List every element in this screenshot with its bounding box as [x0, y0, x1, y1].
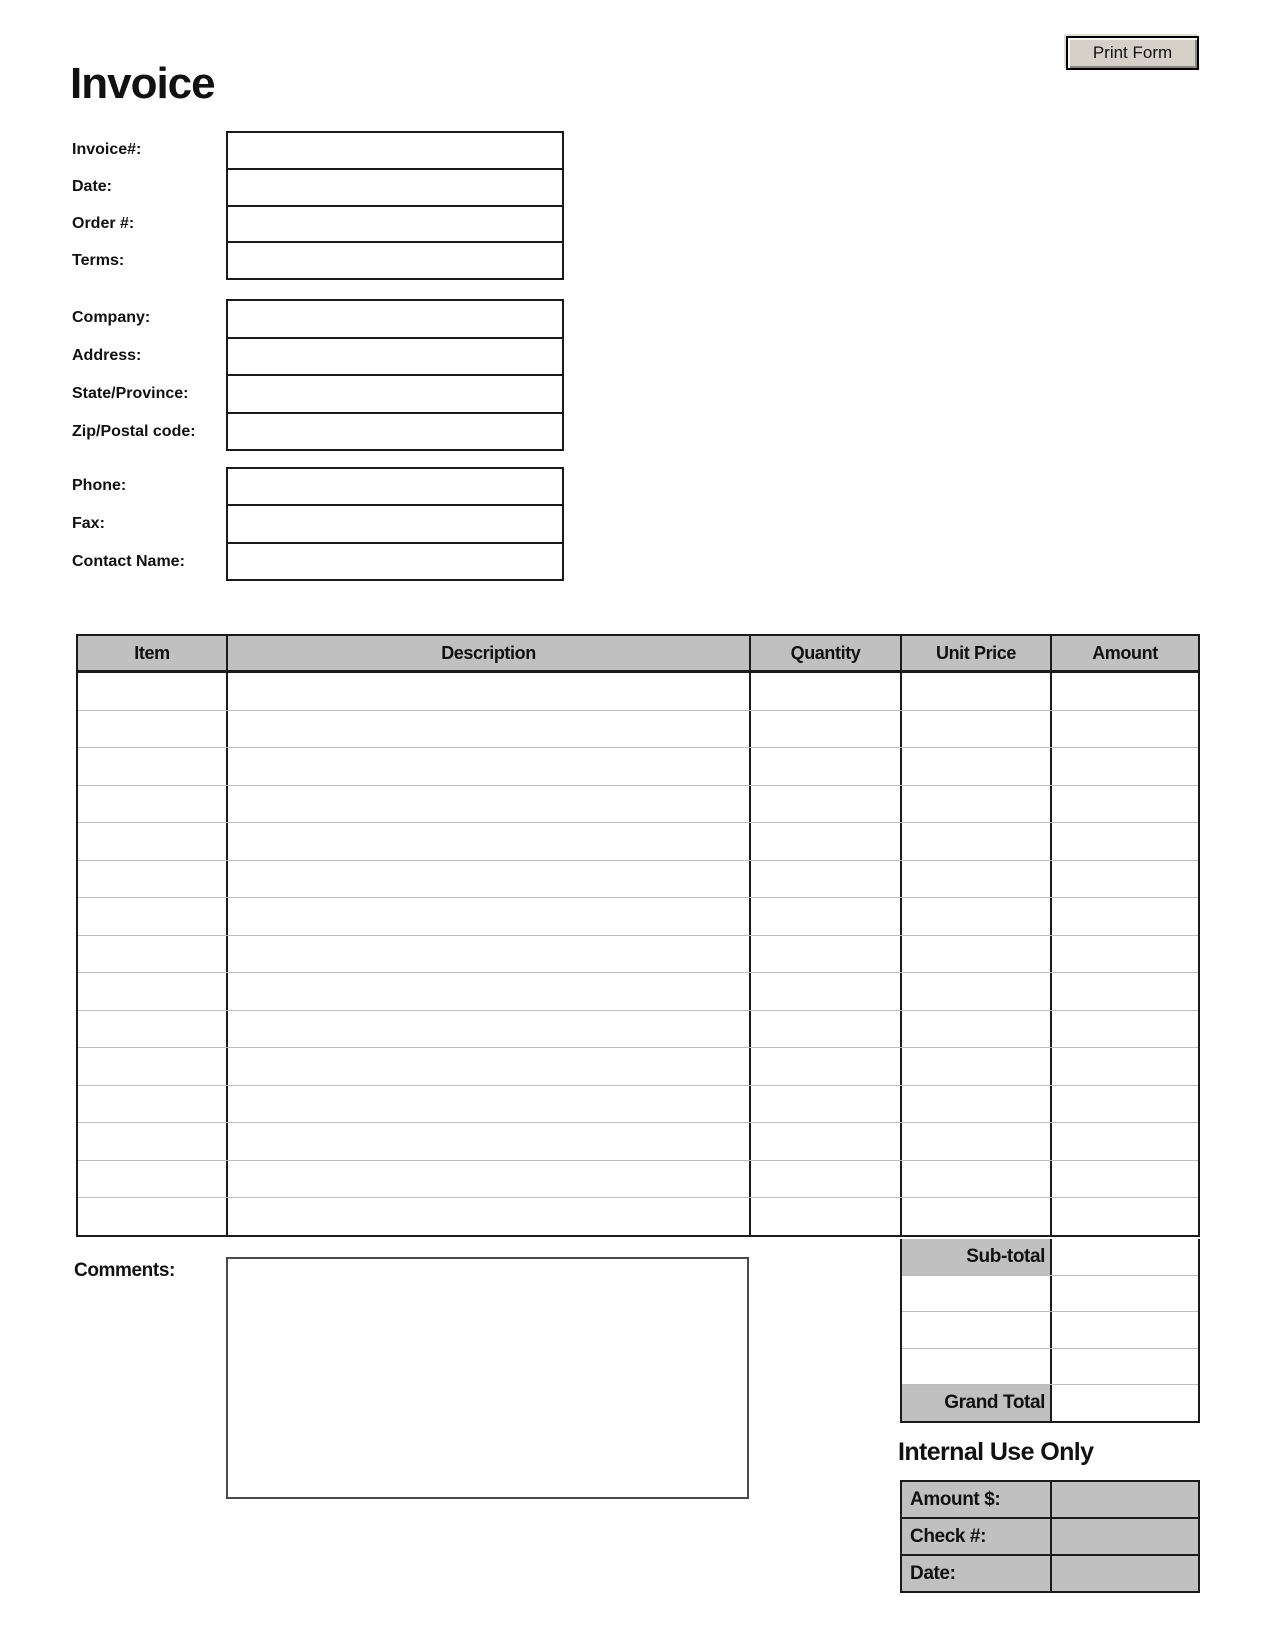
item-cell-quantity[interactable] [751, 823, 902, 860]
item-cell-unit-price[interactable] [902, 1086, 1052, 1123]
item-cell-quantity[interactable] [751, 861, 902, 898]
item-cell-amount[interactable] [1052, 861, 1198, 898]
totals-blank-value-cell[interactable] [1052, 1276, 1198, 1312]
internal-date-row [902, 1556, 1198, 1591]
item-cell-item[interactable] [78, 1086, 228, 1123]
item-cell-unit-price[interactable] [902, 823, 1052, 860]
item-cell-amount[interactable] [1052, 898, 1198, 935]
company-info-box [226, 299, 564, 451]
fax-label: Fax: [72, 515, 105, 532]
item-cell-description[interactable] [228, 898, 751, 935]
subtotal-value-cell[interactable] [1052, 1239, 1198, 1275]
internal-amount-row [902, 1482, 1198, 1519]
item-cell-amount[interactable] [1052, 748, 1198, 785]
item-row [78, 1011, 1198, 1049]
page-title: Invoice [70, 59, 215, 108]
item-cell-description[interactable] [228, 1161, 751, 1198]
item-row [78, 823, 1198, 861]
item-cell-description[interactable] [228, 711, 751, 748]
fax-input[interactable] [228, 506, 562, 543]
grand-total-value-cell[interactable] [1052, 1385, 1198, 1421]
contact-info-labels [72, 467, 220, 581]
item-cell-quantity[interactable] [751, 1011, 902, 1048]
item-cell-description[interactable] [228, 936, 751, 973]
item-cell-amount[interactable] [1052, 1123, 1198, 1160]
item-cell-unit-price[interactable] [902, 1161, 1052, 1198]
order-number-input[interactable] [228, 207, 562, 244]
company-input[interactable] [228, 301, 562, 339]
item-cell-item[interactable] [78, 1198, 228, 1235]
item-row [78, 861, 1198, 899]
item-cell-amount[interactable] [1052, 823, 1198, 860]
item-cell-item[interactable] [78, 861, 228, 898]
item-row [78, 973, 1198, 1011]
print-form-button[interactable]: Print Form [1066, 36, 1199, 70]
item-cell-item[interactable] [78, 748, 228, 785]
items-header-quantity: Quantity [751, 636, 902, 670]
item-cell-description[interactable] [228, 673, 751, 710]
zip-postal-input[interactable] [228, 414, 562, 450]
item-row [78, 786, 1198, 824]
internal-use-heading: Internal Use Only [898, 1438, 1094, 1466]
item-cell-item[interactable] [78, 1048, 228, 1085]
grand-total-label-cell: Grand Total [902, 1385, 1052, 1421]
comments-label: Comments: [74, 1260, 175, 1281]
order-number-label: Order #: [72, 215, 135, 233]
totals-blank-label-cell[interactable] [902, 1349, 1052, 1385]
item-cell-amount[interactable] [1052, 1048, 1198, 1085]
totals-blank-row [902, 1349, 1198, 1386]
item-cell-description[interactable] [228, 1198, 751, 1235]
item-cell-unit-price[interactable] [902, 973, 1052, 1010]
item-cell-amount[interactable] [1052, 1161, 1198, 1198]
item-cell-item[interactable] [78, 711, 228, 748]
internal-use-table [900, 1480, 1200, 1593]
totals-blank-label-cell[interactable] [902, 1312, 1052, 1348]
item-row [78, 1086, 1198, 1124]
invoice-info-box [226, 131, 564, 280]
date-label: Date: [72, 177, 113, 195]
item-cell-description[interactable] [228, 1048, 751, 1085]
state-province-input[interactable] [228, 376, 562, 414]
totals-block [900, 1239, 1200, 1423]
phone-input[interactable] [228, 469, 562, 506]
item-cell-amount[interactable] [1052, 1198, 1198, 1235]
totals-blank-value-cell[interactable] [1052, 1349, 1198, 1385]
items-header-unit-price: Unit Price [902, 636, 1052, 670]
item-cell-quantity[interactable] [751, 1123, 902, 1160]
item-cell-item[interactable] [78, 1161, 228, 1198]
item-cell-unit-price[interactable] [902, 786, 1052, 823]
contact-info-group [72, 467, 564, 581]
item-cell-amount[interactable] [1052, 711, 1198, 748]
item-cell-description[interactable] [228, 1123, 751, 1160]
company-label: Company: [72, 309, 151, 326]
item-cell-unit-price[interactable] [902, 1198, 1052, 1235]
contact-name-label: Contact Name: [72, 553, 185, 570]
item-row [78, 898, 1198, 936]
item-cell-description[interactable] [228, 861, 751, 898]
internal-amount-input[interactable] [1052, 1482, 1198, 1517]
internal-amount-label: Amount $: [902, 1482, 1052, 1517]
item-row [78, 936, 1198, 974]
item-row [78, 711, 1198, 749]
invoice-info-labels [72, 131, 220, 280]
totals-blank-row [902, 1276, 1198, 1313]
item-row [78, 1123, 1198, 1161]
item-cell-description[interactable] [228, 823, 751, 860]
item-cell-unit-price[interactable] [902, 898, 1052, 935]
item-cell-description[interactable] [228, 973, 751, 1010]
internal-date-input[interactable] [1052, 1556, 1198, 1591]
items-table-body [76, 673, 1200, 1237]
item-cell-item[interactable] [78, 898, 228, 935]
item-cell-unit-price[interactable] [902, 936, 1052, 973]
item-cell-unit-price[interactable] [902, 1048, 1052, 1085]
item-cell-unit-price[interactable] [902, 748, 1052, 785]
comments-input[interactable] [226, 1257, 749, 1499]
item-cell-quantity[interactable] [751, 711, 902, 748]
item-cell-unit-price[interactable] [902, 711, 1052, 748]
item-cell-quantity[interactable] [751, 1198, 902, 1235]
item-row [78, 1198, 1198, 1235]
item-cell-description[interactable] [228, 1086, 751, 1123]
subtotal-row [902, 1239, 1198, 1276]
items-header-description: Description [228, 636, 751, 670]
internal-check-label: Check #: [902, 1519, 1052, 1554]
item-cell-quantity[interactable] [751, 898, 902, 935]
item-cell-item[interactable] [78, 973, 228, 1010]
internal-check-input[interactable] [1052, 1519, 1198, 1554]
item-cell-unit-price[interactable] [902, 861, 1052, 898]
item-cell-description[interactable] [228, 786, 751, 823]
item-cell-quantity[interactable] [751, 748, 902, 785]
zip-postal-label: Zip/Postal code: [72, 423, 196, 440]
item-row [78, 748, 1198, 786]
item-cell-amount[interactable] [1052, 973, 1198, 1010]
item-cell-item[interactable] [78, 936, 228, 973]
invoice-number-input[interactable] [228, 133, 562, 170]
item-row [78, 1161, 1198, 1199]
item-cell-amount[interactable] [1052, 1011, 1198, 1048]
item-cell-item[interactable] [78, 673, 228, 710]
totals-blank-value-cell[interactable] [1052, 1312, 1198, 1348]
item-cell-item[interactable] [78, 823, 228, 860]
item-cell-amount[interactable] [1052, 936, 1198, 973]
item-cell-quantity[interactable] [751, 1048, 902, 1085]
item-cell-unit-price[interactable] [902, 673, 1052, 710]
company-info-labels [72, 299, 220, 451]
terms-input[interactable] [228, 243, 562, 278]
totals-blank-label-cell[interactable] [902, 1276, 1052, 1312]
item-cell-amount[interactable] [1052, 1086, 1198, 1123]
internal-check-row [902, 1519, 1198, 1556]
company-info-group [72, 299, 564, 451]
item-cell-quantity[interactable] [751, 1161, 902, 1198]
address-input[interactable] [228, 339, 562, 377]
item-cell-item[interactable] [78, 1123, 228, 1160]
internal-date-label: Date: [902, 1556, 1052, 1591]
item-cell-amount[interactable] [1052, 786, 1198, 823]
phone-label: Phone: [72, 477, 127, 494]
item-cell-description[interactable] [228, 748, 751, 785]
contact-info-box [226, 467, 564, 581]
terms-label: Terms: [72, 252, 125, 270]
invoice-info-group [72, 131, 564, 280]
state-province-label: State/Province: [72, 385, 189, 402]
contact-name-input[interactable] [228, 544, 562, 579]
item-cell-quantity[interactable] [751, 936, 902, 973]
item-cell-quantity[interactable] [751, 786, 902, 823]
items-table-header [76, 634, 1200, 673]
item-cell-amount[interactable] [1052, 673, 1198, 710]
item-cell-unit-price[interactable] [902, 1011, 1052, 1048]
item-cell-quantity[interactable] [751, 673, 902, 710]
item-cell-unit-price[interactable] [902, 1123, 1052, 1160]
totals-blank-row [902, 1312, 1198, 1349]
items-header-amount: Amount [1092, 642, 1158, 663]
item-cell-item[interactable] [78, 1011, 228, 1048]
address-label: Address: [72, 347, 142, 364]
item-row [78, 673, 1198, 711]
item-cell-quantity[interactable] [751, 1086, 902, 1123]
date-input[interactable] [228, 170, 562, 207]
grand-total-row [902, 1385, 1198, 1421]
item-cell-quantity[interactable] [751, 973, 902, 1010]
item-row [78, 1048, 1198, 1086]
invoice-number-label: Invoice#: [72, 140, 142, 158]
item-cell-description[interactable] [228, 1011, 751, 1048]
item-cell-item[interactable] [78, 786, 228, 823]
items-header-item: Item [78, 636, 228, 670]
subtotal-label-cell: Sub-total [902, 1239, 1052, 1275]
